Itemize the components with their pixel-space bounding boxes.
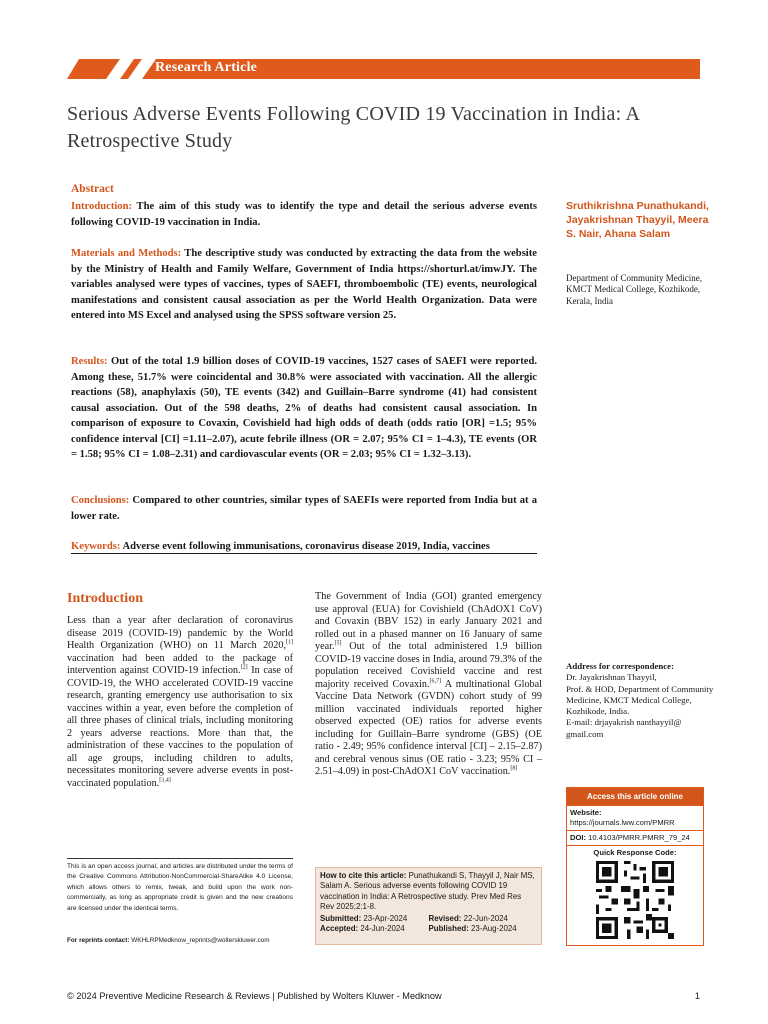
abstract-introduction [71, 199, 537, 230]
published-label: Published: [428, 924, 469, 934]
citation-ref[interactable]: [5] [334, 640, 342, 647]
correspondence-line: Dr. Jayakrishnan Thayyil, [566, 672, 657, 683]
citation-ref[interactable]: [6,7] [429, 678, 442, 685]
page-footer [67, 991, 700, 1001]
access-doi [567, 830, 703, 845]
introduction-column-2 [315, 591, 542, 779]
access-online-box [566, 787, 704, 946]
how-to-cite-box [315, 867, 542, 945]
citation-ref[interactable]: [8] [510, 765, 518, 772]
correspondence-block [566, 661, 716, 740]
citation-text [320, 871, 537, 912]
correspondence-line: Prof. & HOD, Department of Community Medicine, KMCT Medical College, Kozhikode, India. [566, 683, 714, 717]
reprints-label: For reprints contact: [67, 937, 130, 944]
page-number: 1 [694, 991, 700, 1001]
abstract-methods [71, 246, 537, 324]
banner-notch [67, 59, 79, 79]
article-type-label: Research Article [155, 60, 258, 75]
citation-ref[interactable]: [1] [286, 639, 293, 646]
author-affiliation: Department of Community Medicine, KMCT Medical College, Kozhikode, Kerala, India [566, 273, 702, 306]
cite-label: How to cite this article: [320, 871, 407, 880]
revised-value: 22-Jun-2024 [461, 914, 508, 924]
keywords-rule [71, 553, 537, 554]
accepted-label: Accepted: [320, 924, 359, 934]
website-label: Website: [570, 808, 602, 817]
revised-label: Revised: [428, 914, 462, 924]
abstract-results-label: Results: [71, 356, 108, 367]
banner-stripe [128, 59, 156, 79]
correspondence-heading: Address for correspondence: [566, 661, 674, 671]
keywords-label: Keywords: [71, 541, 121, 552]
paragraph-text: Less than a year after declaration of coronavirus disease 2019 (COVID-19) pandemic by the World Health Organization (WHO) on 11 March 2020, [67, 615, 293, 651]
qr-code-icon[interactable] [596, 861, 674, 939]
article-type-banner [67, 59, 700, 79]
access-website [567, 805, 703, 830]
access-heading: Access this article online [567, 788, 703, 805]
abstract-conclusions [71, 493, 537, 524]
submitted-label: Submitted: [320, 914, 362, 924]
keywords-text: Adverse event following immunisations, coronavirus disease 2019, India, vaccines [120, 541, 490, 552]
citation-ref[interactable]: [3,4] [159, 777, 171, 784]
abstract-heading: Abstract [71, 183, 114, 195]
abstract-results-text: Out of the total 1.9 billion doses of COVID-19 vaccines, 1527 cases of SAEFI were reported. Among these, 51.7% were coincidental and 30.8% were associated with vaccination. All the allergic reactions (58), anaphylaxis (50), TE events (342) and Guillain–Barre syndrome (41) had consistent causal association. Out of the 598 deaths, 2% of deaths had consistent causal association. In comparison of exposure to Covaxin, Covishield had high odds of death (odds ratio [OR] =1.5; 95% confidence interval [CI] =1.11–2.07), acute febrile illness (OR = 2.07; 95% CI = 1–4.3), TE events (OR = 1.58; 95% CI = 1.08–2.31) and cardiovascular events (OR = 2.03; 95% CI = 1.32–3.13). [71, 356, 537, 460]
paragraph-text: Out of the total administered 1.9 billion COVID-19 vaccine doses in India, around 79.3% of the population received Covishield vaccine and rest majority received Covaxin. [315, 641, 542, 690]
reprints-contact [67, 937, 307, 944]
qr-heading: Quick Response Code: [567, 845, 703, 858]
paragraph-text: A multinational Global Vaccine Data Network (GVDN) cohort study of 99 million vaccinated individuals reported higher observed expected (OE) ratios for adverse events including for Guillain–Barre syndrome (GBS) (OE ratio - 2.49; 95% confidence interval [CI] – 2.15–2.87) and cerebral venous sinus (OE ratio - 3.23; 95% CI – 2.51–4.09) in post-ChAdOX1 CoV vaccination. [315, 678, 542, 777]
accepted-value: 24-Jun-2024 [358, 924, 405, 934]
introduction-column-1 [67, 615, 293, 790]
doi-value[interactable]: 10.4103/PMRR.PMRR_79_24 [586, 833, 690, 842]
author-list: Sruthikrishna Punathukandi, Jayakrishnan Thayyil, Meera S. Nair, Ahana Salam [566, 200, 709, 240]
abstract-conclusions-text: Compared to other countries, similar types of SAEFIs were reported from India but at a lower rate. [71, 495, 537, 522]
revised-date [429, 914, 538, 924]
correspondence-email[interactable]: E-mail: drjayakrish nanthayyil@ gmail.com [566, 717, 682, 739]
published-value: 23-Aug-2024 [468, 924, 517, 934]
abstract-intro-text: The aim of this study was to identify the type and detail the serious adverse events following COVID-19 vaccination in India. [71, 201, 537, 228]
website-link[interactable]: https://journals.lww.com/PMRR [570, 818, 675, 827]
introduction-heading: Introduction [67, 591, 143, 606]
paragraph-text: vaccination had been added to the package of intervention against COVID-19 infection. [67, 652, 293, 676]
abstract-intro-label: Introduction: [71, 201, 133, 212]
abstract-conclusions-label: Conclusions: [71, 495, 130, 506]
doi-label: DOI: [570, 833, 587, 842]
published-date [429, 924, 538, 934]
article-title: Serious Adverse Events Following COVID 19 Vaccination in India: A Retrospective Study [67, 103, 640, 152]
dates-row [320, 914, 537, 924]
license-rule [67, 858, 293, 859]
abstract-results [71, 354, 537, 463]
reprints-email[interactable]: WKHLRPMedknow_reprints@wolterskluwer.com [129, 937, 270, 944]
footer-copyright: © 2024 Preventive Medicine Research & Reviews | Published by Wolters Kluwer - Medknow [67, 991, 442, 1001]
paragraph-text: The Government of India (GOI) granted emergency use approval (EUA) for Covishield (ChAdOX1 CoV) and Covaxin (BBV 152) in early January 2021 and rolled out in a phased manner on 16 January of same year. [315, 591, 542, 652]
accepted-date [320, 924, 429, 934]
dates-row [320, 924, 537, 934]
license-notice: This is an open access journal, and articles are distributed under the terms of the Creative Commons Attribution-NonCommercial-ShareAlike 4.0 License, which allows others to remix, tweak, and build upon the work non-commercially, as long as appropriate credit is given and the new creations are licensed under the identical terms. [67, 863, 293, 912]
abstract-methods-text: The descriptive study was conducted by extracting the data from the website by the Ministry of Health and Family Welfare, Government of India https://shorturl.at/imwJY. The variables analysed were types of vaccines, types of SAEFI, thromboembolic (TE) events, neurological manifestations and consistent causal association as per the World Health Organization. Data were entered into MS Excel and analysed using the SPSS software version 25. [71, 248, 537, 321]
submitted-value: 23-Apr-2024 [361, 914, 408, 924]
citation-ref[interactable]: [2] [240, 664, 248, 671]
submitted-date [320, 914, 429, 924]
abstract-methods-label: Materials and Methods: [71, 248, 182, 259]
paragraph-text: In case of COVID-19, the WHO accelerated COVID-19 vaccine research, granting emergency use authorisation to six vaccines within a year, even before the completion of all three phases of clinical trials, including monitoring 2 years adverse reactions. More than that, the administration of these vaccines to the population of all age groups, including children to adults, necessitates monitoring severe adverse events in post-vaccinated population. [67, 665, 293, 789]
cite-text: Punathukandi S, Thayyil J, Nair MS, Salam A. Serious adverse events following COVID 19 vaccination in India: A Retrospective study. Prev Med Res Rev 2025;2:1-8. [320, 871, 535, 911]
